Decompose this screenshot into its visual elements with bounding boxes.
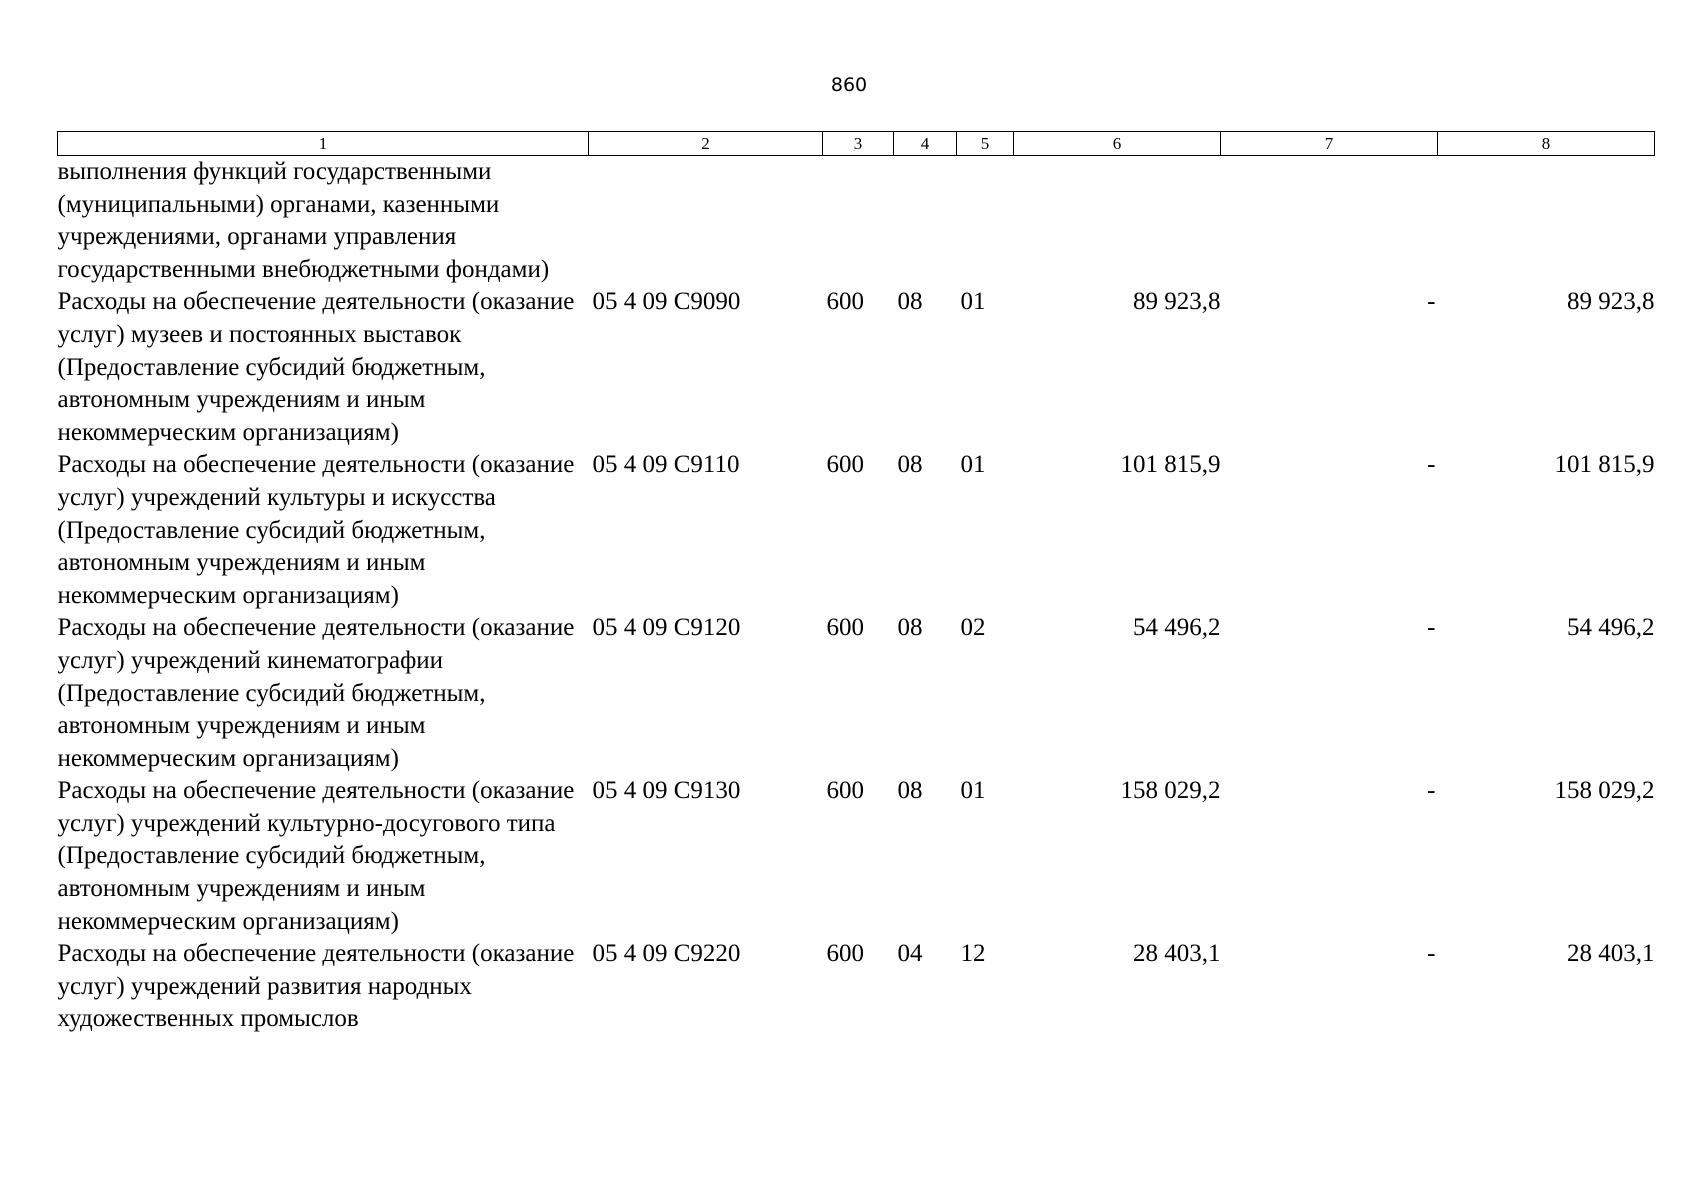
table-row: [58, 612, 1655, 775]
section-code: [894, 156, 957, 287]
column-header: 5: [957, 132, 1014, 156]
subsection-code: 01: [960, 777, 986, 805]
section-code: 08: [897, 288, 923, 316]
change-amount: -: [1427, 940, 1436, 968]
target-code: [589, 156, 823, 287]
expense-name: Расходы на обеспечение деятельности (оказание услуг) учреждений развития народных художественных промыслов: [57, 940, 575, 1033]
target-code: 05 4 09 С9120: [592, 614, 741, 642]
column-header: 4: [894, 132, 957, 156]
column-header: 1: [58, 132, 589, 156]
section-code: 04: [897, 940, 923, 968]
change-amount: -: [1427, 288, 1436, 316]
change-amount: -: [1427, 777, 1436, 805]
change-amount: -: [1427, 614, 1436, 642]
table-row: [58, 449, 1655, 612]
expense-type: 600: [826, 940, 864, 968]
expense-type: 600: [826, 451, 864, 479]
total-amount: [1438, 156, 1655, 287]
total-amount: 101 815,9: [1554, 451, 1655, 479]
expense-name: Расходы на обеспечение деятельности (оказание услуг) учреждений кинематографии (Предоставление субсидий бюджетным, автономным учреждениям и иным некоммерческим организациям): [57, 614, 575, 772]
total-amount: 54 496,2: [1567, 614, 1655, 642]
subsection-code: 01: [960, 451, 986, 479]
amount: 28 403,1: [1133, 940, 1221, 968]
expense-name: Расходы на обеспечение деятельности (оказание услуг) музеев и постоянных выставок (Предоставление субсидий бюджетным, автономным учреждениям и иным некоммерческим организациям): [57, 288, 575, 446]
change-amount: [1221, 156, 1438, 287]
section-code: 08: [897, 614, 923, 642]
table-row: [58, 775, 1655, 938]
amount: 89 923,8: [1133, 288, 1221, 316]
expense-name: Расходы на обеспечение деятельности (оказание услуг) учреждений культурно-досугового типа (Предоставление субсидий бюджетным, автономным учреждениям и иным некоммерческим организациям): [57, 777, 575, 935]
amount: [1014, 156, 1221, 287]
header-row: [58, 132, 1655, 156]
amount: 158 029,2: [1120, 777, 1221, 805]
expense-name: Расходы на обеспечение деятельности (оказание услуг) учреждений культуры и искусства (Предоставление субсидий бюджетным, автономным учреждениям и иным некоммерческим организациям): [57, 451, 575, 609]
table-row: [58, 286, 1655, 449]
subsection-code: 02: [960, 614, 986, 642]
subsection-code: 12: [960, 940, 986, 968]
expense-type: [823, 156, 894, 287]
table-row: [58, 156, 1655, 287]
subsection-code: [957, 156, 1014, 287]
table-row: [58, 938, 1655, 1036]
column-header: 8: [1438, 132, 1655, 156]
column-header: 3: [823, 132, 894, 156]
total-amount: 28 403,1: [1567, 940, 1655, 968]
expense-type: 600: [826, 288, 864, 316]
target-code: 05 4 09 С9130: [592, 777, 741, 805]
page-number: 860: [830, 74, 868, 96]
amount: 101 815,9: [1120, 451, 1221, 479]
subsection-code: 01: [960, 288, 986, 316]
expense-name: выполнения функций государственными (муниципальными) органами, казенными учреждениями, органами управления государственными внебюджетными фондами): [57, 158, 550, 283]
change-amount: -: [1427, 451, 1436, 479]
target-code: 05 4 09 С9220: [592, 940, 741, 968]
amount: 54 496,2: [1133, 614, 1221, 642]
budget-table: [57, 131, 1655, 1036]
column-header: 2: [589, 132, 823, 156]
target-code: 05 4 09 С9110: [592, 451, 740, 479]
expense-type: 600: [826, 777, 864, 805]
total-amount: 89 923,8: [1567, 288, 1655, 316]
column-header: 6: [1014, 132, 1221, 156]
section-code: 08: [897, 451, 923, 479]
column-header: 7: [1221, 132, 1438, 156]
target-code: 05 4 09 С9090: [592, 288, 741, 316]
total-amount: 158 029,2: [1554, 777, 1655, 805]
expense-type: 600: [826, 614, 864, 642]
section-code: 08: [897, 777, 923, 805]
